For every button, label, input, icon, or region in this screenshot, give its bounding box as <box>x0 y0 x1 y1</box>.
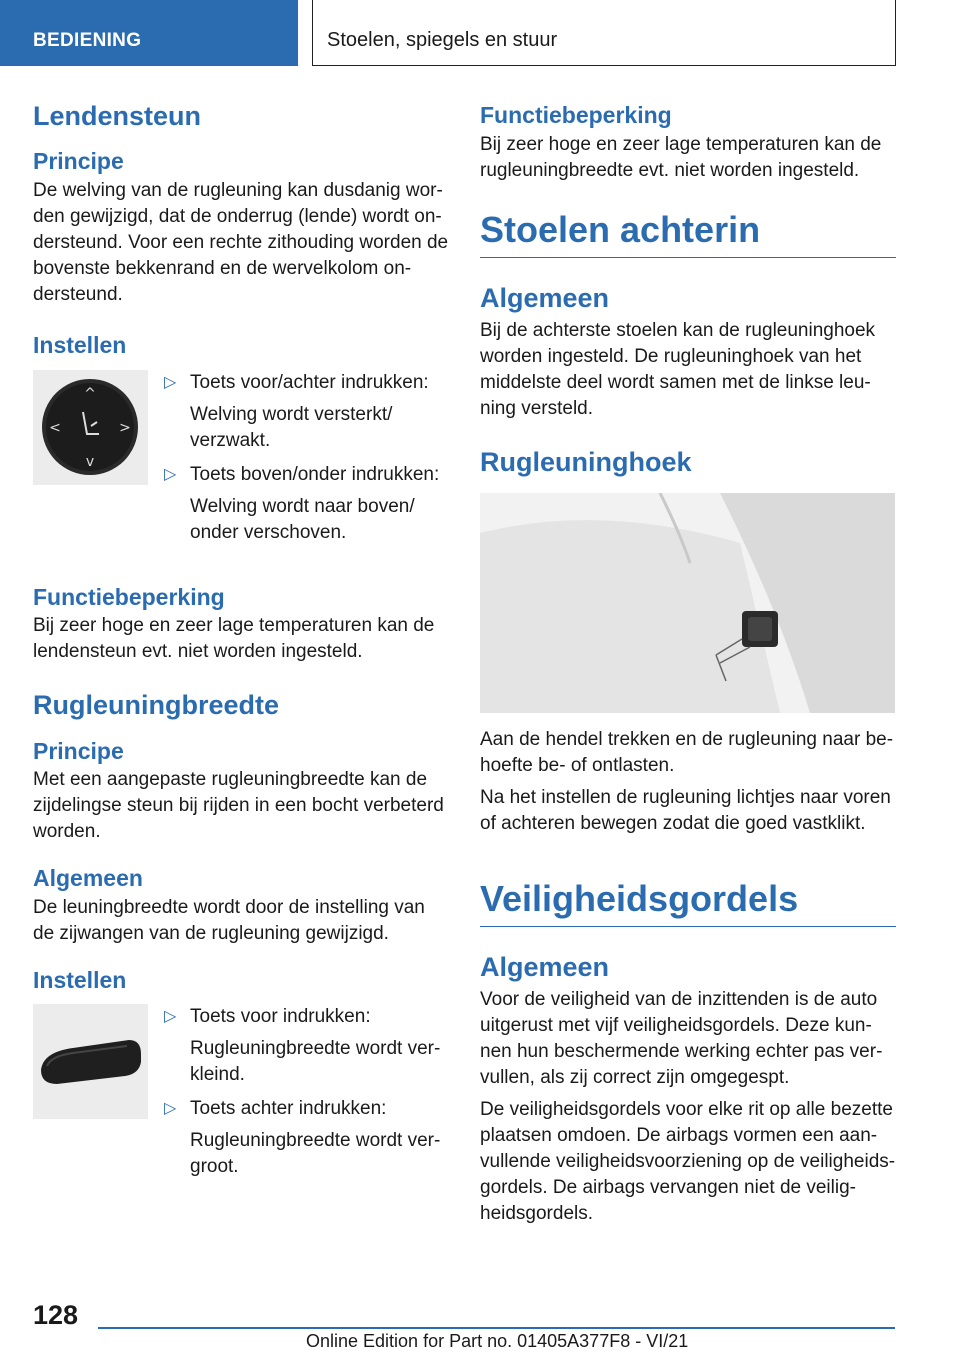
left-column <box>33 100 449 1180</box>
heading-stoelen-achterin: Stoelen achterin <box>480 208 896 258</box>
svg-text:^: ^ <box>84 385 96 402</box>
list-item: ▷ Toets voor indrukken: Rugleuningbreedte wordt ver-kleind. <box>164 1006 441 1086</box>
svg-text:>: > <box>119 419 131 436</box>
triangle-bullet-icon: ▷ <box>164 1100 177 1118</box>
chapter-title: Stoelen, spiegels en stuur <box>312 0 896 66</box>
heading-principe: Principe <box>33 148 124 175</box>
width-switch-image <box>33 1004 148 1119</box>
page-number: 128 <box>33 1300 79 1330</box>
list-item: ▷ Toets boven/onder indrukken: Welving wordt naar boven/ onder verschoven. <box>164 463 440 543</box>
paragraph-rughoek-1: Aan de hendel trekken en de rugleuning naar be-hoefte be- of ontlasten. <box>480 728 894 776</box>
heading-algemeen-gordels: Algemeen <box>480 951 610 982</box>
list-item: ▷ Toets achter indrukken: Rugleuningbreedte wordt ver-groot. <box>164 1098 441 1178</box>
heading-functiebeperking: Functiebeperking <box>33 583 225 610</box>
svg-text:v: v <box>85 453 95 470</box>
paragraph-principe: De welving van de rugleuning kan dusdanig wor-den gewijzigd, dat de onderrug (lende) wordt on-dersteund. Voor een rechte zithouding worden de bovenste bekkenrand en de wervelkolom on-dersteund. <box>33 179 449 305</box>
lumbar-switch-icon <box>33 370 148 485</box>
triangle-bullet-icon: ▷ <box>164 373 177 391</box>
paragraph-principe-2: Met een aangepaste rugleuningbreedte kan de zijdelingse steun bij rijden in een bocht verbeterd worden. <box>33 769 444 843</box>
triangle-bullet-icon: ▷ <box>164 1008 177 1026</box>
heading-lendensteun: Lendensteun <box>33 101 202 131</box>
heading-principe-2: Principe <box>33 737 124 764</box>
width-switch-icon <box>33 1004 148 1119</box>
heading-algemeen: Algemeen <box>33 865 143 892</box>
heading-instellen: Instellen <box>33 331 127 358</box>
edition-text: Online Edition for Part no. 01405A377F8 - VI/21 <box>306 1331 689 1351</box>
paragraph-algemeen-achter: Bij de achterste stoelen kan de rugleuninghoek worden ingesteld. De rugleuninghoek van het middelste deel wordt samen met de linkse leu-ning versteld. <box>480 320 876 420</box>
instellen-rugleuningbreedte <box>33 1004 449 1180</box>
paragraph-gordels-2: De veiligheidsgordels voor elke rit op alle bezette plaatsen omdoen. De airbags vormen een aan-vullende veiligheidsvoorziening op de veiligheids-gordels. De airbags vervangen niet de veilig-heidsgordels. <box>480 1099 896 1225</box>
lendensteun-steps <box>160 370 449 546</box>
footer-divider <box>98 1327 895 1329</box>
section-tab: BEDIENING <box>0 0 298 66</box>
paragraph-algemeen: De leuningbreedte wordt door de instelling van de zijwangen van de rugleuning gewijzigd. <box>33 896 425 944</box>
triangle-bullet-icon: ▷ <box>164 465 177 483</box>
paragraph-rughoek-2: Na het instellen de rugleuning lichtjes naar voren of achteren bewegen zodat die goed vastklikt. <box>480 786 891 834</box>
rear-seat-photo <box>480 493 895 713</box>
list-item: ▷ Toets voor/achter indrukken: Welving wordt versterkt/ verzwakt. <box>164 371 429 451</box>
right-column <box>480 100 896 1227</box>
svg-text:<: < <box>49 419 61 436</box>
seat-lever-illustration <box>480 493 895 713</box>
paragraph-gordels-1: Voor de veiligheid van de inzittenden is de auto uitgerust met vijf veiligheidsgordels. Deze kun-nen hun beschermende werking echter pas ver-vullen, als zij correct zijn omgegespt. <box>480 989 883 1089</box>
heading-functiebeperking-2: Functiebeperking <box>480 102 672 128</box>
paragraph-functiebeperking-2: Bij zeer hoge en zeer lage temperaturen kan de rugleuningbreedte evt. niet worden ingesteld. <box>480 133 882 181</box>
rugleuningbreedte-steps <box>160 1004 449 1180</box>
heading-rugleuningbreedte: Rugleuningbreedte <box>33 690 280 721</box>
heading-instellen-2: Instellen <box>33 966 127 993</box>
paragraph-functiebeperking: Bij zeer hoge en zeer lage temperaturen kan de lendensteun evt. niet worden ingesteld. <box>33 615 435 663</box>
heading-veiligheidsgordels: Veiligheidsgordels <box>480 877 896 927</box>
instellen-lendensteun <box>33 370 449 546</box>
heading-algemeen-achter: Algemeen <box>480 282 610 313</box>
heading-rugleuninghoek: Rugleuninghoek <box>480 447 692 478</box>
lumbar-switch-image <box>33 370 148 485</box>
